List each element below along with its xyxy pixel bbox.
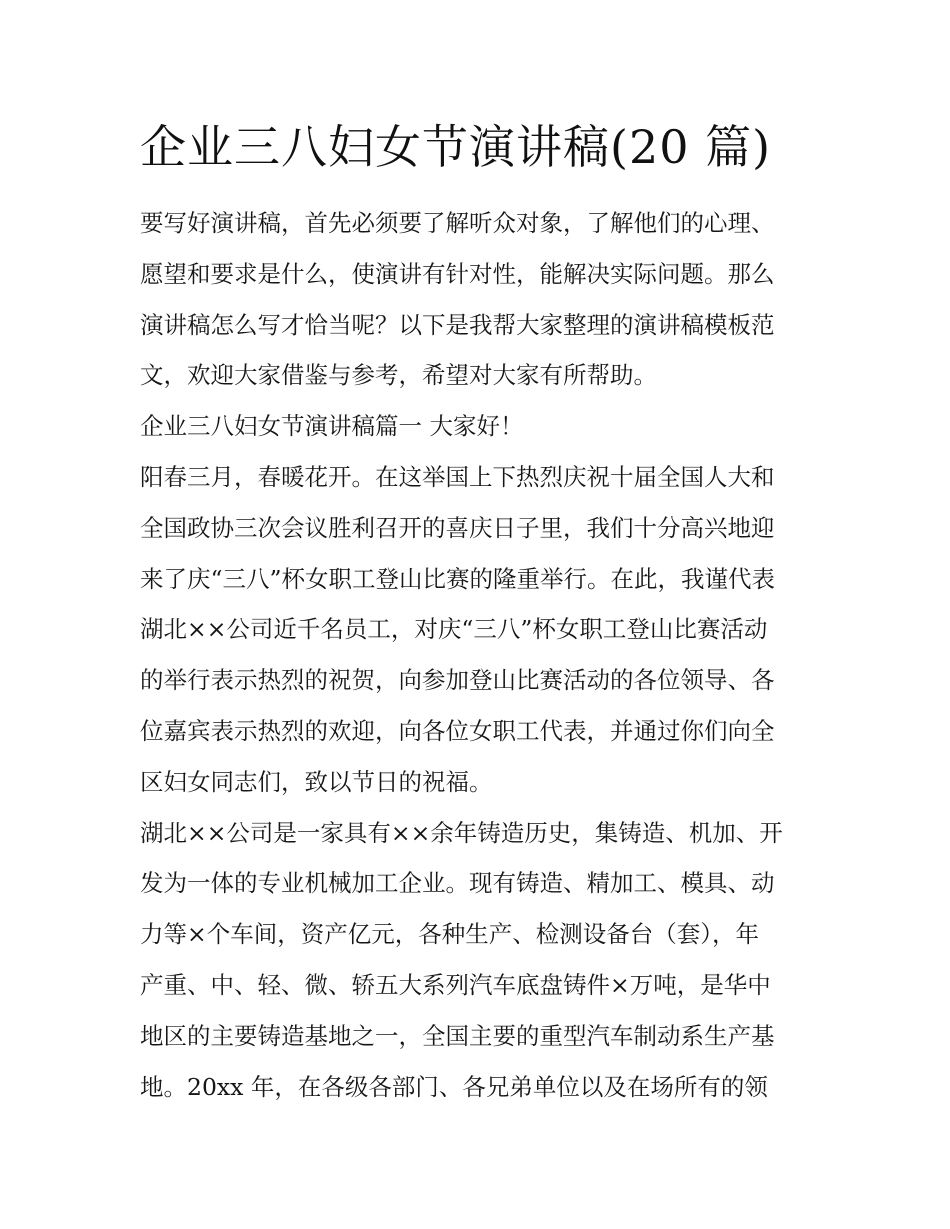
- text-line: 演讲稿怎么写才恰当呢？以下是我帮大家整理的演讲稿模板范: [140, 310, 775, 339]
- text-line: 产重、中、轻、微、轿五大系列汽车底盘铸件×万吨，是华中: [140, 970, 771, 999]
- text-line: 湖北××公司近千名员工，对庆“三八”杯女职工登山比赛活动: [140, 615, 768, 644]
- text-line: 位嘉宾表示热烈的欢迎，向各位女职工代表，并通过你们向全: [140, 716, 775, 745]
- text-line: 要写好演讲稿，首先必须要了解听众对象，了解他们的心理、: [140, 209, 775, 237]
- text-line: 阳春三月，春暖花开。在这举国上下热烈庆祝十届全国人大和: [140, 462, 775, 491]
- document-body: [140, 198, 820, 1112]
- text-line: 文，欢迎大家借鉴与参考，希望对大家有所帮助。: [140, 361, 657, 390]
- text-line: 地区的主要铸造基地之一，全国主要的重型汽车制动系生产基: [140, 1021, 775, 1050]
- text-line: 发为一体的专业机械加工企业。现有铸造、精加工、模具、动: [140, 869, 775, 898]
- document-title: 企业三八妇女节演讲稿(20 篇): [140, 120, 772, 174]
- text-line: 全国政协三次会议胜利召开的喜庆日子里，我们十分高兴地迎: [140, 513, 775, 542]
- text-line: 湖北××公司是一家具有××余年铸造历史，集铸造、机加、开: [140, 818, 783, 847]
- text-line: 来了庆“三八”杯女职工登山比赛的隆重举行。在此，我谨代表: [140, 564, 776, 593]
- text-line: 区妇女同志们，致以节日的祝福。: [140, 767, 493, 796]
- section-heading-line: 企业三八妇女节演讲稿篇一 大家好！: [140, 412, 524, 441]
- text-line: 力等×个车间，资产亿元，各种生产、检测设备台（套），年: [140, 920, 759, 949]
- text-line: 地。20xx 年，在各级各部门、各兄弟单位以及在场所有的领: [140, 1072, 768, 1101]
- text-line: 的举行表示热烈的祝贺，向参加登山比赛活动的各位领导、各: [140, 666, 775, 695]
- text-line: 愿望和要求是什么，使演讲有针对性，能解决实际问题。那么: [140, 259, 775, 288]
